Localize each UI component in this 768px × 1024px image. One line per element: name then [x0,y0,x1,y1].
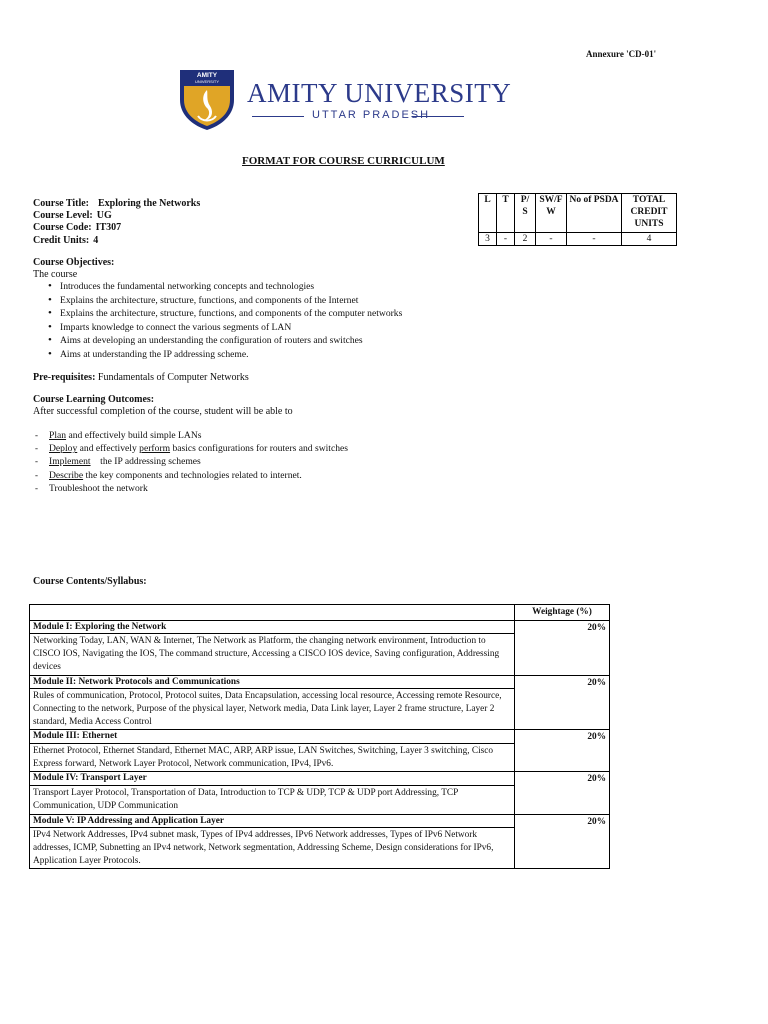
outcome-verb: Implement [49,456,91,468]
table-header-row [479,194,677,233]
list-item [33,455,553,468]
value-t: - [497,233,515,246]
objectives-list [33,280,553,362]
header-psda: No of PSDA [567,194,622,233]
outcome-verb-2: perform [139,443,171,455]
outcomes-intro: After successful completion of the course, student will be able to [33,406,293,417]
objectives-heading: Course Objectives: [33,257,115,268]
prerequisites-value: Fundamentals of Computer Networks [97,372,249,383]
outcome-verb: Plan [49,430,67,441]
module-title: Module V: IP Addressing and Application Layer [30,815,514,829]
prerequisites-label: Pre-requisites: [33,372,96,383]
module-cell [30,730,515,772]
table-row [479,233,677,246]
outcomes-list [33,429,553,495]
weightage-header: Weightage (%) [515,605,610,621]
syllabus-table [29,604,610,869]
module-body: Networking Today, LAN, WAN & Internet, The Network as Platform, the changing network environment, Introduction to CISCO IOS, Navigating the IOS, The command structure, Accessing a CISCO IOS device, Saving configuration, Addressing devices [33,636,500,672]
list-item [33,429,553,442]
credit-units-value: 4 [93,235,99,246]
table-row [30,730,610,772]
module-cell [30,772,515,814]
contents-heading: Course Contents/Syllabus: [33,576,147,587]
credit-structure-table [478,193,677,246]
header-swfw: SW/F W [536,194,567,233]
header-empty-cell [30,605,515,621]
course-level-value: UG [96,210,112,221]
university-location: UTTAR PRADESH [312,109,431,121]
annexure-label: Annexure 'CD-01' [586,49,657,59]
course-title-line [33,198,200,210]
prerequisites-line [33,372,249,383]
emblem-text-amity: AMITY [196,72,218,79]
module-body: Transport Layer Protocol, Transportation of Data, Introduction to TCP & UDP, TCP & UDP port Addressing, TCP Communication, UDP Communication [33,788,458,811]
emblem-text-university: UNIVERSITY [194,79,220,84]
list-item [33,482,553,495]
module-cell [30,620,515,675]
module-weight: 20% [515,675,610,730]
module-weight: 20% [515,620,610,675]
module-title: Module III: Ethernet [30,730,514,744]
course-title-label: Course Title: [33,198,90,209]
list-item: • Imparts knowledge to connect the various segments of LAN [33,321,553,335]
value-total-credit: 4 [622,233,677,246]
outcome-verb: Describe [49,469,84,481]
outcome-text-2: basics configurations for routers and switches [170,443,349,455]
table-row [30,620,610,675]
outcome-text: Troubleshoot the network [49,482,148,494]
divider-left [252,116,304,117]
header-t: T [497,194,515,233]
outcome-text: and effectively build simple LANs [66,430,202,441]
university-emblem-icon [176,66,238,132]
course-code-value: IT307 [95,222,122,233]
header-l: L [479,194,497,233]
module-weight: 20% [515,730,610,772]
list-item: • Explains the architecture, structure, functions, and components of the computer networks [33,307,553,321]
value-ps: 2 [515,233,536,246]
course-code-label: Course Code: [33,222,92,233]
university-name: AMITY UNIVERSITY [247,78,512,108]
table-row [30,772,610,814]
module-weight: 20% [515,814,610,869]
objectives-intro: The course [33,269,78,280]
course-level-line [33,210,112,222]
header-ps: P/ S [515,194,536,233]
list-item: • Explains the architecture, structure, functions, and components of the Internet [33,294,553,308]
credit-units-line [33,235,98,247]
value-psda: - [567,233,622,246]
outcome-text: the IP addressing schemes [90,456,201,468]
outcome-text: the key components and technologies related to internet. [83,469,302,481]
module-weight: 20% [515,772,610,814]
module-title: Module II: Network Protocols and Communications [30,676,514,690]
list-item: • Aims at understanding the IP addressing scheme. [33,348,553,362]
divider-right [412,116,464,117]
list-item [33,469,553,482]
header-total-credit: TOTAL CREDIT UNITS [622,194,677,233]
module-cell [30,814,515,869]
credit-units-label: Credit Units: [33,235,90,246]
module-title: Module I: Exploring the Network [30,621,514,635]
list-item: • Aims at developing an understanding the configuration of routers and switches [33,334,553,348]
table-row [30,814,610,869]
module-title: Module IV: Transport Layer [30,772,514,786]
course-code-line [33,222,121,234]
table-header-row [30,605,610,621]
table-row [30,675,610,730]
module-body: Ethernet Protocol, Ethernet Standard, Ethernet MAC, ARP, ARP issue, LAN Switches, Switching, Layer 3 switching, Cisco Express forward, Network Layer Protocol, Network communication, IPv4, IPv6. [33,746,494,769]
value-l: 3 [479,233,497,246]
course-level-label: Course Level: [33,210,93,221]
document-title: FORMAT FOR COURSE CURRICULUM [242,155,445,167]
module-cell [30,675,515,730]
module-body: Rules of communication, Protocol, Protocol suites, Data Encapsulation, accessing local resource, Accessing remote Resource, Connecting to the network, Purpose of the physical layer, Network media, Data Link layer, Layer 2 frame structure, Layer 2 standard, Media Access Control [33,691,502,727]
module-body: IPv4 Network Addresses, IPv4 subnet mask, Types of IPv4 addresses, IPv6 Network addresses, Types of IPv6 Network addresses, ICMP, Subnetting an IPv4 network, Network segmentation, Addressing Scheme, Design considerations for IPv6, Application Layer Protocols. [33,830,494,866]
list-item: • Introduces the fundamental networking concepts and technologies [33,280,553,294]
outcome-verb: Deploy [49,443,78,455]
course-title-value: Exploring the Networks [98,198,201,209]
value-swfw: - [536,233,567,246]
outcome-text: and effectively [77,443,140,455]
outcomes-heading: Course Learning Outcomes: [33,394,155,405]
list-item [33,442,553,455]
